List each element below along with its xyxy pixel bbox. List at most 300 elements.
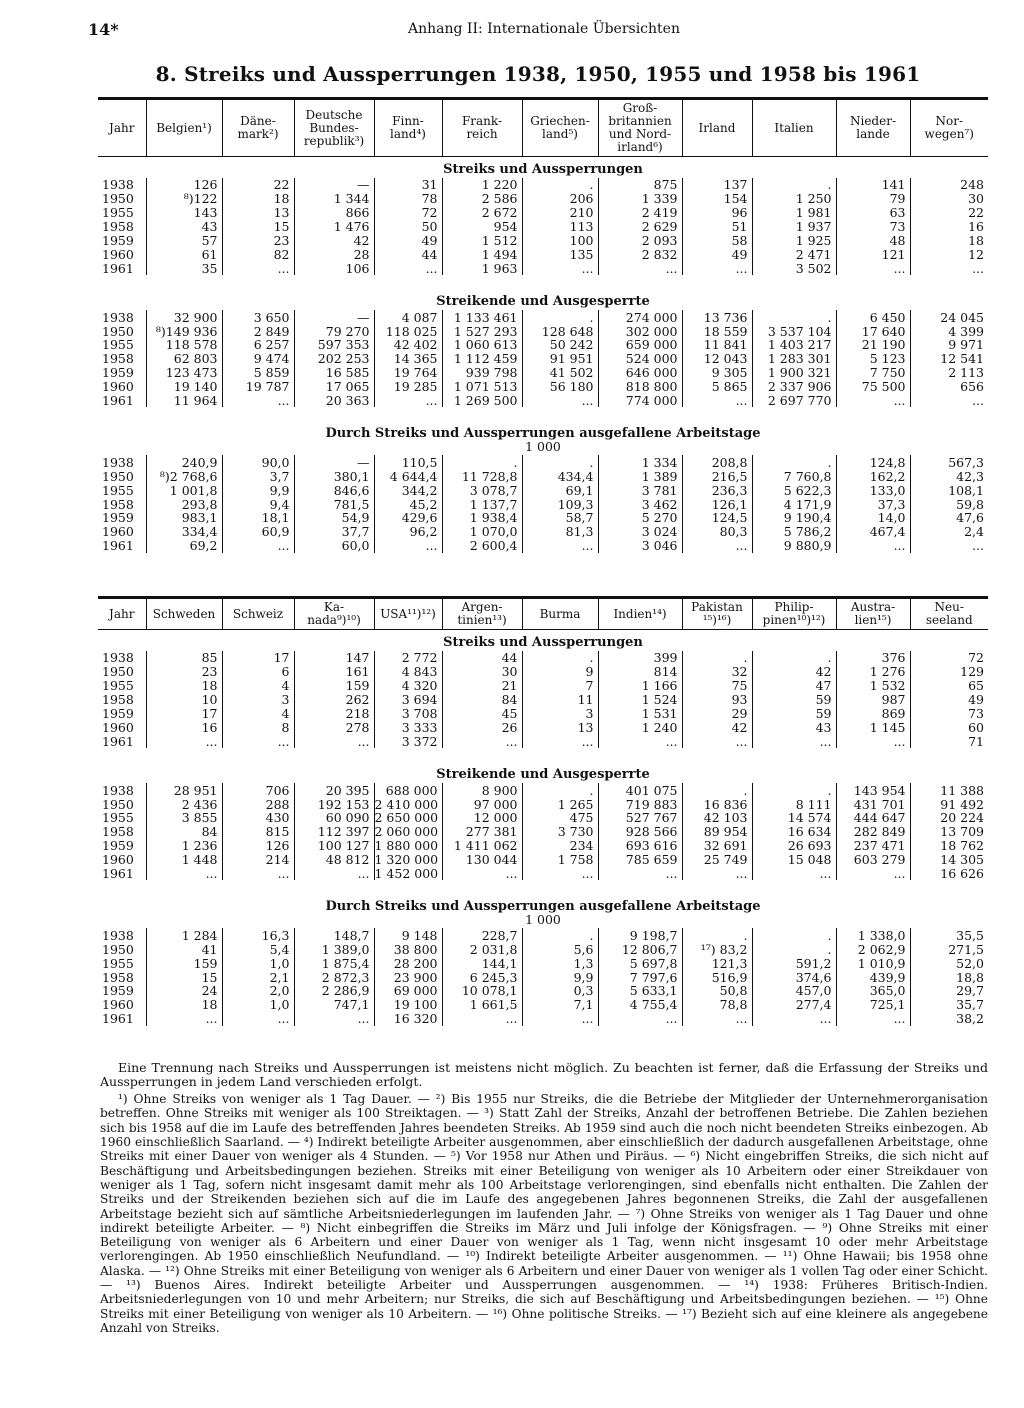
value-cell: 814 [598,665,682,679]
value-cell: 815 [222,825,294,839]
value-cell: 1 981 [752,206,836,220]
value-cell: 144,1 [442,956,522,970]
value-cell: 126 [146,178,222,192]
value-cell: 983,1 [146,511,222,525]
value-cell: 3 730 [522,825,598,839]
value-cell: 59 [752,693,836,707]
value-cell: ... [146,1012,222,1026]
value-cell: 1 448 [146,853,222,867]
table-row [98,394,988,408]
value-cell: ... [222,539,294,553]
value-cell: 1 411 062 [442,839,522,853]
column-header: Schweden [146,598,222,630]
year-cell: 1959 [102,838,134,853]
value-cell: 162,2 [836,469,910,483]
column-header: Austra- lien¹⁵) [836,598,910,630]
value-cell: ... [146,867,222,881]
value-cell: ... [522,867,598,881]
value-cell: 2 286,9 [294,984,374,998]
column-header: Frank- reich [442,99,522,157]
value-cell: 524 000 [598,352,682,366]
table-row [98,525,988,539]
value-cell: 147 [294,651,374,665]
value-cell: 14 574 [752,811,836,825]
year-cell: 1938 [102,928,134,943]
value-cell: 288 [222,797,294,811]
value-cell: 35 [146,261,222,275]
value-cell: 8 900 [442,783,522,797]
value-cell: 16 [146,720,222,734]
value-cell: 10 078,1 [442,984,522,998]
value-cell: 50 [374,220,442,234]
value-cell: 118 578 [146,338,222,352]
value-cell: 1 001,8 [146,483,222,497]
table-header-row [98,99,988,157]
value-cell: . [752,651,836,665]
value-cell: ... [374,539,442,553]
year-cell: 1955 [102,483,134,498]
section-unit: 1 000 [525,912,561,928]
table-row [98,206,988,220]
value-cell: 2 832 [598,247,682,261]
table-row [98,811,988,825]
value-cell: 4 171,9 [752,497,836,511]
column-header: Argen- tinien¹³) [442,598,522,630]
value-cell: 785 659 [598,853,682,867]
value-cell: 100 127 [294,839,374,853]
value-cell: 444 647 [836,811,910,825]
value-cell: 688 000 [374,783,442,797]
value-cell: 121,3 [682,956,752,970]
value-cell: 1 236 [146,839,222,853]
value-cell: ... [836,261,910,275]
value-cell: 20 363 [294,394,374,408]
value-cell: 16 634 [752,825,836,839]
value-cell: 1 240 [598,720,682,734]
value-cell: 18 [146,679,222,693]
value-cell: 143 [146,206,222,220]
table-row [98,483,988,497]
year-cell: 1955 [102,338,134,352]
value-cell: 344,2 [374,483,442,497]
value-cell: 1 060 613 [442,338,522,352]
value-cell: 7 750 [836,366,910,380]
table-row [98,734,988,748]
value-cell: 3 [222,693,294,707]
section-spacer [98,880,988,894]
value-cell: 75 500 [836,380,910,394]
value-cell: 9 198,7 [598,928,682,942]
column-header: Neu- seeland [910,598,988,630]
value-cell: 2 060 000 [374,825,442,839]
value-cell: 72 [910,651,988,665]
value-cell: 1 283 301 [752,352,836,366]
value-cell: 0,3 [522,984,598,998]
value-cell: 9 474 [222,352,294,366]
value-cell: 1 389,0 [294,942,374,956]
value-cell: 16 585 [294,366,374,380]
section-spacer [98,275,988,289]
year-cell: 1938 [102,651,134,665]
value-cell: ... [910,394,988,408]
value-cell: 1 389 [598,469,682,483]
value-cell: 954 [442,220,522,234]
value-cell: 2 672 [442,206,522,220]
value-cell: 18 559 [682,324,752,338]
value-cell: 24 045 [910,310,988,324]
value-cell: 11 964 [146,394,222,408]
value-cell: 1 524 [598,693,682,707]
value-cell: 26 [442,720,522,734]
value-cell: 1 339 [598,192,682,206]
table-row [98,247,988,261]
column-header: Pakistan ¹⁵)¹⁶) [682,598,752,630]
value-cell: 84 [442,693,522,707]
value-cell: 118 025 [374,324,442,338]
value-cell: 18 762 [910,839,988,853]
value-cell: 159 [294,679,374,693]
section-heading-row [98,894,988,928]
value-cell: 3 781 [598,483,682,497]
value-cell: ... [910,539,988,553]
year-cell: 1950 [102,191,134,206]
value-cell: 80,3 [682,525,752,539]
value-cell: 129 [910,665,988,679]
section-title: Streikende und Ausgesperrte [436,294,650,310]
value-cell: 89 954 [682,825,752,839]
value-cell: 69 000 [374,984,442,998]
value-cell: 93 [682,693,752,707]
column-header: Indien¹⁴) [598,598,682,630]
value-cell: 5 622,3 [752,483,836,497]
value-cell: 65 [910,679,988,693]
value-cell: 60 090 [294,811,374,825]
year-cell: 1950 [102,324,134,339]
value-cell: 35,5 [910,928,988,942]
section-unit: 1 000 [525,439,561,455]
table-row [98,324,988,338]
table-row [98,497,988,511]
value-cell: 43 [146,220,222,234]
value-cell: 38 800 [374,942,442,956]
value-cell: 1 338,0 [836,928,910,942]
value-cell: 1 937 [752,220,836,234]
value-cell: . [522,783,598,797]
section-heading-row [98,762,988,783]
value-cell: ... [522,261,598,275]
year-cell: 1960 [102,720,134,735]
value-cell: . [522,928,598,942]
table-row [98,679,988,693]
value-cell: 6 450 [836,310,910,324]
table-row [98,234,988,248]
value-cell: ... [146,734,222,748]
value-cell: 22 [910,206,988,220]
value-cell: 3 333 [374,720,442,734]
value-cell: 567,3 [910,455,988,469]
value-cell: 4 [222,679,294,693]
value-cell: 42 [752,665,836,679]
value-cell: 3 024 [598,525,682,539]
value-cell: 9 880,9 [752,539,836,553]
value-cell: 9,9 [222,483,294,497]
value-cell: . [682,783,752,797]
value-cell: 516,9 [682,970,752,984]
value-cell: 154 [682,192,752,206]
section-spacer [98,407,988,421]
year-cell: 1960 [102,379,134,394]
value-cell: 9 971 [910,338,988,352]
value-cell: 399 [598,651,682,665]
section-spacer [98,748,988,762]
year-cell: 1959 [102,365,134,380]
value-cell: 21 190 [836,338,910,352]
table-row [98,984,988,998]
value-cell: ... [836,539,910,553]
value-cell: 79 270 [294,324,374,338]
value-cell: 271,5 [910,942,988,956]
value-cell: 1 265 [522,797,598,811]
value-cell: 14 305 [910,853,988,867]
value-cell: 60,9 [222,525,294,539]
value-cell: 659 000 [598,338,682,352]
value-cell: 31 [374,178,442,192]
value-cell: 5 123 [836,352,910,366]
value-cell: 143 954 [836,783,910,797]
table-row [98,261,988,275]
value-cell: 5 633,1 [598,984,682,998]
value-cell: 16,3 [222,928,294,942]
column-header: Jahr [98,598,146,630]
value-cell: 2 586 [442,192,522,206]
year-cell: 1958 [102,692,134,707]
value-cell: ... [222,394,294,408]
value-cell: 1 137,7 [442,497,522,511]
value-cell: 2 772 [374,651,442,665]
value-cell: 1 070,0 [442,525,522,539]
value-cell: 97 000 [442,797,522,811]
value-cell: 100 [522,234,598,248]
value-cell: 71 [910,734,988,748]
value-cell: 457,0 [752,984,836,998]
value-cell: 50,8 [682,984,752,998]
value-cell: 48 [836,234,910,248]
value-cell: . [752,455,836,469]
value-cell: 82 [222,247,294,261]
value-cell: 14,0 [836,511,910,525]
table-row [98,539,988,553]
value-cell: 277,4 [752,998,836,1012]
table-row [98,956,988,970]
value-cell: 218 [294,707,374,721]
value-cell: 13 [222,206,294,220]
value-cell: 5 697,8 [598,956,682,970]
value-cell: 159 [146,956,222,970]
value-cell: 11 728,8 [442,469,522,483]
section-title: Streiks und Aussperrungen [443,635,643,650]
value-cell: 277 381 [442,825,522,839]
value-cell: 2 062,9 [836,942,910,956]
value-cell: 79 [836,192,910,206]
value-cell: 78,8 [682,998,752,1012]
table-row [98,338,988,352]
column-header: Philip- pinen¹⁰)¹²) [752,598,836,630]
value-cell: 7 797,6 [598,970,682,984]
value-cell: 58,7 [522,511,598,525]
column-header: Groß- britannien und Nord- irland⁶) [598,99,682,157]
value-cell: 75 [682,679,752,693]
table-row [98,783,988,797]
value-cell: ... [598,1012,682,1026]
value-cell: 1 925 [752,234,836,248]
value-cell: ... [294,734,374,748]
value-cell: 939 798 [442,366,522,380]
value-cell: 49 [910,693,988,707]
value-cell: 12 541 [910,352,988,366]
value-cell: 7,1 [522,998,598,1012]
value-cell: 112 397 [294,825,374,839]
value-cell: ... [294,1012,374,1026]
year-cell: 1955 [102,811,134,825]
column-header: Ka- nada⁹)¹⁰) [294,598,374,630]
value-cell: 5 270 [598,511,682,525]
value-cell: 3 502 [752,261,836,275]
value-cell: 1 476 [294,220,374,234]
value-cell: 3,7 [222,469,294,483]
value-cell: 3 078,7 [442,483,522,497]
value-cell: 1 320 000 [374,853,442,867]
value-cell: 262 [294,693,374,707]
year-cell: 1961 [102,866,134,881]
value-cell: 47,6 [910,511,988,525]
value-cell: — [294,310,374,324]
value-cell: ... [374,261,442,275]
table-row [98,998,988,1012]
value-cell: 124,8 [836,455,910,469]
value-cell: 1 880 000 [374,839,442,853]
value-cell: 19 140 [146,380,222,394]
column-header: Jahr [98,99,146,157]
value-cell: ... [442,734,522,748]
value-cell: 121 [836,247,910,261]
table-row [98,511,988,525]
value-cell: 4 399 [910,324,988,338]
value-cell: 747,1 [294,998,374,1012]
value-cell: 7 760,8 [752,469,836,483]
column-header: Däne- mark²) [222,99,294,157]
value-cell: 2,0 [222,984,294,998]
value-cell: 2 697 770 [752,394,836,408]
value-cell: . [442,455,522,469]
value-cell: 133,0 [836,483,910,497]
year-cell: 1958 [102,351,134,366]
value-cell: 37,7 [294,525,374,539]
year-cell: 1950 [102,797,134,812]
value-cell: 2 849 [222,324,294,338]
value-cell: 6 245,3 [442,970,522,984]
column-header: Irland [682,99,752,157]
value-cell: ... [294,867,374,881]
value-cell: 17 640 [836,324,910,338]
year-cell: 1938 [102,783,134,798]
value-cell: 875 [598,178,682,192]
value-cell: ... [682,539,752,553]
value-cell: 365,0 [836,984,910,998]
value-cell: 5 865 [682,380,752,394]
year-cell: 1958 [102,824,134,839]
year-cell: 1961 [102,1011,134,1026]
value-cell: 15 [146,970,222,984]
table-row [98,970,988,984]
value-cell: 18 [146,998,222,1012]
column-header: Schweiz [222,598,294,630]
value-cell: 2 113 [910,366,988,380]
year-cell: 1959 [102,984,134,998]
value-cell: ¹⁷) 83,2 [682,942,752,956]
value-cell: 128 648 [522,324,598,338]
year-cell: 1959 [102,511,134,525]
value-cell: 11 841 [682,338,752,352]
value-cell: 646 000 [598,366,682,380]
value-cell: . [522,178,598,192]
value-cell: 1 875,4 [294,956,374,970]
value-cell: 214 [222,853,294,867]
value-cell: ... [522,1012,598,1026]
value-cell: 22 [222,178,294,192]
year-cell: 1955 [102,205,134,220]
value-cell: 434,4 [522,469,598,483]
table-row [98,455,988,469]
value-cell: 59,8 [910,497,988,511]
year-cell: 1961 [102,261,134,276]
value-cell: ... [910,261,988,275]
column-header: Deutsche Bundes- republik³) [294,99,374,157]
value-cell: 13 709 [910,825,988,839]
value-cell: 3 708 [374,707,442,721]
year-cell: 1959 [102,233,134,248]
value-cell: 62 803 [146,352,222,366]
value-cell: 719 883 [598,797,682,811]
year-cell: 1950 [102,664,134,679]
value-cell: ... [222,867,294,881]
value-cell: 2 436 [146,797,222,811]
value-cell: 15 [222,220,294,234]
value-cell: 20 395 [294,783,374,797]
value-cell: 49 [682,247,752,261]
value-cell: 12 806,7 [598,942,682,956]
value-cell: . [682,651,752,665]
value-cell: 45 [442,707,522,721]
value-cell: 57 [146,234,222,248]
column-header: Nieder- lande [836,99,910,157]
value-cell: 96,2 [374,525,442,539]
value-cell: 987 [836,693,910,707]
value-cell: 24 [146,984,222,998]
value-cell: 240,9 [146,455,222,469]
value-cell: 14 365 [374,352,442,366]
value-cell: 527 767 [598,811,682,825]
value-cell: 13 736 [682,310,752,324]
value-cell: ⁸)2 768,6 [146,469,222,483]
value-cell: ... [836,394,910,408]
value-cell: 1 112 459 [442,352,522,366]
value-cell: 725,1 [836,998,910,1012]
value-cell: 17 065 [294,380,374,394]
value-cell: 3 694 [374,693,442,707]
year-cell: 1961 [102,734,134,749]
value-cell: ... [598,867,682,881]
value-cell: ... [598,734,682,748]
